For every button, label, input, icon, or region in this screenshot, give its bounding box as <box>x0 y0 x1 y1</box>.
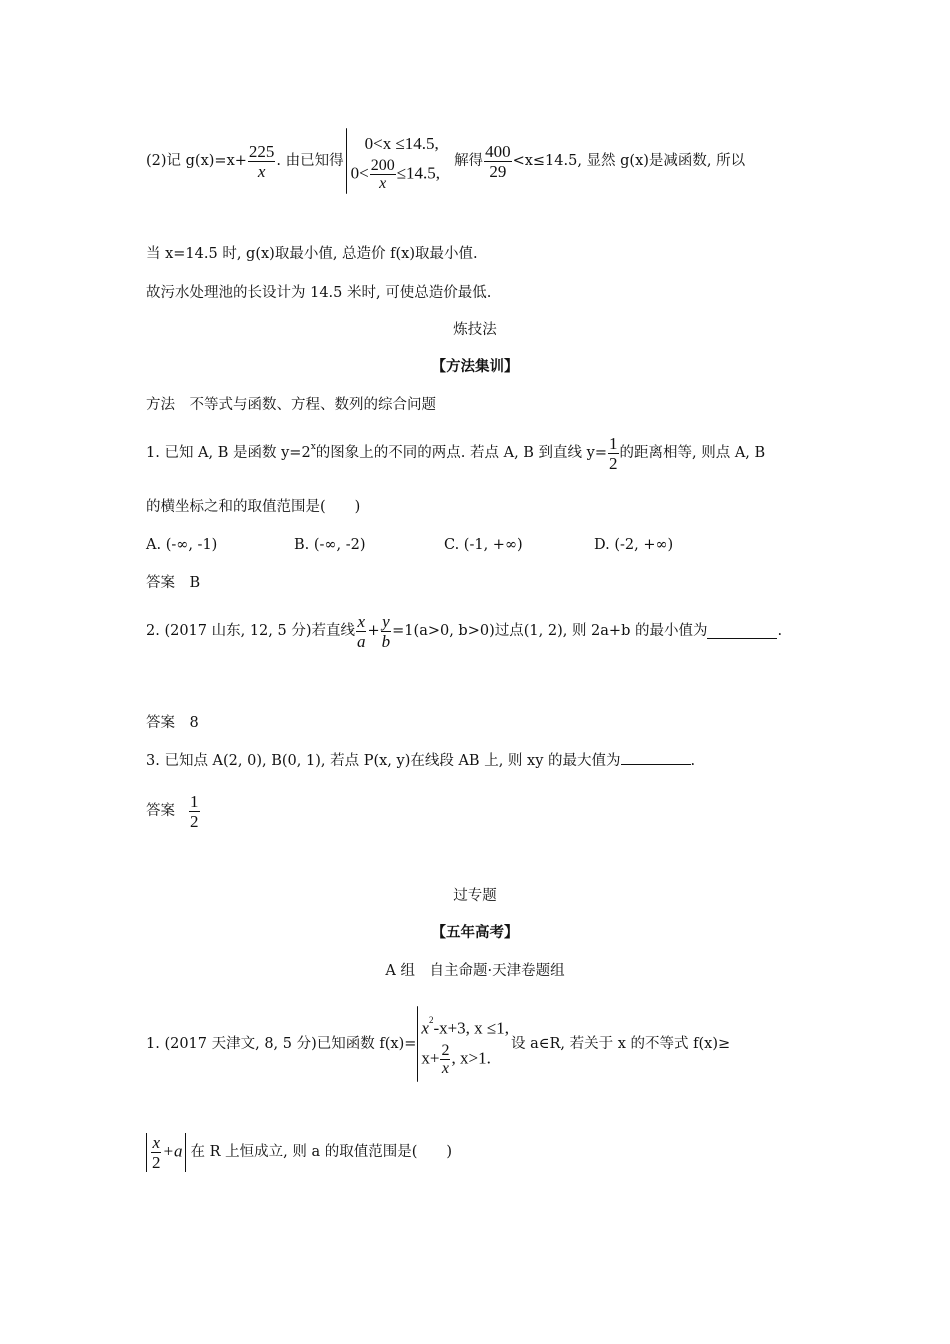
case-2: 0< $\frac{200}{x}$ ≤14.5, <box>350 156 441 192</box>
section-heading-topics: 过专题 <box>453 888 497 904</box>
option-c: C. (-1, +∞) <box>444 537 523 553</box>
question-4-line-2: $\frac{x}{2}$ +a 在 R 上恒成立, 则 a 的取值范围是( ) <box>146 1128 452 1176</box>
fraction-y-over-b: $\frac{y}{b}$ <box>381 611 391 651</box>
fraction-x-over-a: $\frac{x}{a}$ <box>357 611 366 651</box>
section-heading-practice: 炼技法 <box>453 322 497 338</box>
piecewise-function <box>421 1011 509 1077</box>
question-4-line-1: 1. (2017 天津文, 8, 5 分)已知函数 f(x)= $x^2-x+3$, x ≤1, x+ $\frac{2}{x}$ , x>1. 设 a∈R, 若关于 x 的不等式 f(x)≥ <box>146 1004 730 1084</box>
question-3: 3. 已知点 A(2, 0), B(0, 1), 若点 P(x, y)在线段 AB 上, 则 xy 的最大值为 . <box>146 750 695 772</box>
question-1-line-1: 1. 已知 A, B 是函数 y=2 $^x$ 的图象上的不同的两点. 若点 A, B 到直线 y= $\frac{1}{2}$ 的距离相等, 则点 A, B <box>146 433 766 473</box>
section-subheading-five-years: 【五年高考】 <box>431 924 519 941</box>
solution-line-1 <box>146 133 746 192</box>
answer-1: 答案 B <box>146 575 201 591</box>
absolute-value: $\frac{x}{2}$ +a <box>146 1133 186 1172</box>
option-a: A. (-∞, -1) <box>146 537 218 553</box>
inequality-system <box>351 131 440 192</box>
text: (2)记 g(x)=x+ <box>146 153 247 169</box>
case-2: x+ $\frac{2}{x}$ , x>1. <box>421 1041 491 1077</box>
left-brace <box>346 128 347 194</box>
method-title: 方法 不等式与函数、方程、数列的综合问题 <box>146 397 436 413</box>
case-1: $x^2-x+3$, x ≤1, <box>421 1015 510 1038</box>
fraction-one-half: $\frac{1}{2}$ <box>609 433 618 473</box>
text: . 由已知得 <box>276 153 344 169</box>
text: 解得 <box>454 153 484 169</box>
answer-2: 答案 8 <box>146 715 199 731</box>
left-brace <box>417 1006 418 1082</box>
group-heading: A 组 自主命题·天津卷题组 <box>385 963 565 979</box>
solution-line-3: 故污水处理池的长设计为 14.5 米时, 可使总造价最低. <box>146 285 492 301</box>
answer-3: 答案 $\frac{1}{2}$ <box>146 791 199 831</box>
fraction-one-half: $\frac{1}{2}$ <box>190 791 199 831</box>
solution-line-2: 当 x=14.5 时, g(x)取最小值, 总造价 f(x)取最小值. <box>146 246 478 262</box>
fraction-225-over-x: $\frac{225}{x}$ <box>248 141 275 181</box>
question-2: 2. (2017 山东, 12, 5 分)若直线 $\frac{x}{a}$ + $\frac{y}{b}$ =1(a>0, b>0)过点(1, 2), 则 2a+b 的最小值为 . <box>146 611 783 651</box>
option-b: B. (-∞, -2) <box>294 537 366 553</box>
answer-blank <box>707 624 777 639</box>
option-d: D. (-2, +∞) <box>594 537 674 553</box>
section-subheading-method: 【方法集训】 <box>431 358 519 375</box>
text: <x≤14.5, 显然 g(x)是减函数, 所以 <box>512 153 746 169</box>
case-1: 0<x ≤14.5, <box>364 133 439 153</box>
question-1-line-2: 的横坐标之和的取值范围是( ) <box>146 499 361 515</box>
answer-blank <box>621 750 691 765</box>
fraction-400-over-29: $\frac{400}{29}$ <box>485 141 511 181</box>
